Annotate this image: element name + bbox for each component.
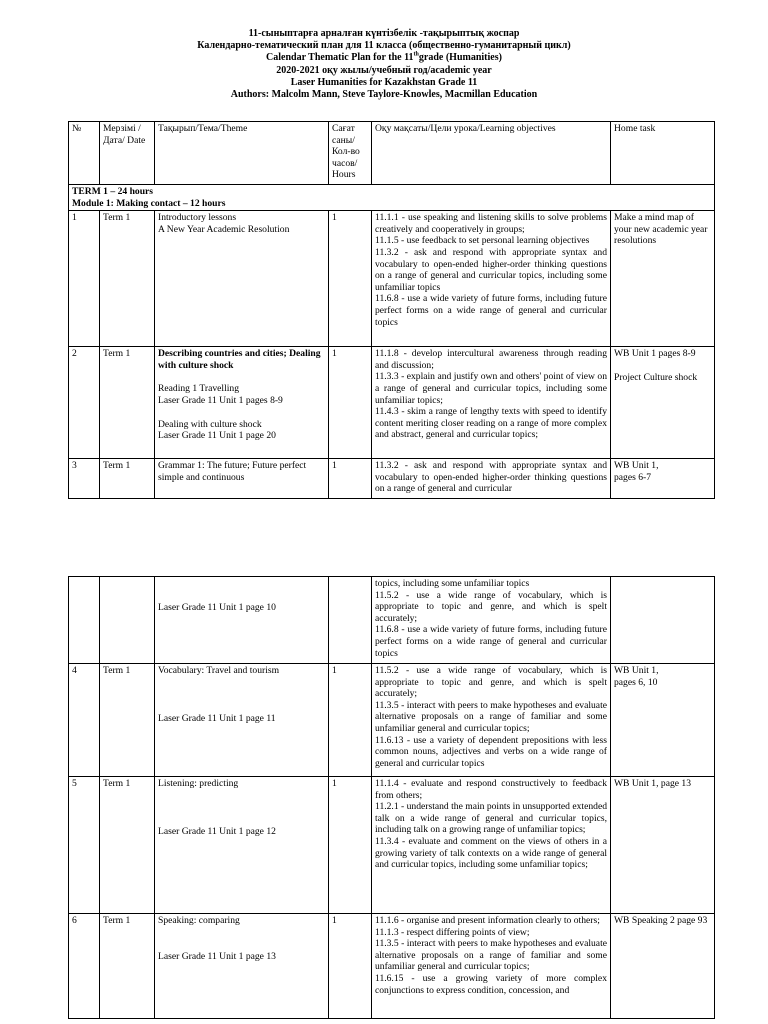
header-line-english: Calendar Thematic Plan for the 11thgrade (Humanities) bbox=[266, 52, 502, 64]
row-home-task: Make a mind map of your new academic year resolutions bbox=[611, 211, 715, 347]
header-theme: Тақырып/Тема/Theme bbox=[155, 122, 329, 185]
row-objectives: 11.1.4 - evaluate and respond constructively to feedback from others; 11.2.1 - understand the main points in unsupported extended talk on a wide range of general and curricular topics, including talk on a growing range of unfamiliar topics; 11.3.4 - evaluate and comment on the views of others in a growing variety of talk contexts on a wide range of general and curricular topics, including some unfamiliar topics; bbox=[372, 777, 611, 914]
header-hours: Сағат саны/ Кол-во часов/ Hours bbox=[329, 122, 372, 185]
header-line-textbook: Laser Humanities for Kazakhstan Grade 11 bbox=[290, 76, 478, 88]
table-row bbox=[69, 664, 715, 777]
plan-table-page-1 bbox=[68, 121, 715, 499]
row-objectives: 11.5.2 - use a wide range of vocabulary, which is appropriate to topic and genre, and which is spelt accurately; 11.3.5 - interact with peers to make hypotheses and evaluate alternative proposals on a range of familiar and some unfamiliar general and curricular topics; 11.6.13 - use a variety of dependent prepositions with less common nouns, adjectives and verbs on a wide range of general and curricular topics bbox=[372, 664, 611, 777]
header-home-task: Home task bbox=[611, 122, 715, 185]
row-hours: 1 bbox=[329, 914, 372, 1019]
row-theme: Introductory lessons A New Year Academic Resolution bbox=[155, 211, 329, 347]
term-title: TERM 1 – 24 hours bbox=[72, 186, 154, 197]
row-objectives: 11.1.8 - develop intercultural awareness through reading and discussion; 11.3.3 - explain and justify own and others' point of view on a range of general and curricular topics, including some unfamiliar topics; 11.4.3 - skim a range of lengthy texts with speed to identify content meriting closer reading on a range of more complex and abstract, general and curricular topics; bbox=[372, 347, 611, 459]
row-number: 6 bbox=[69, 914, 100, 1019]
row-hours: 1 bbox=[329, 347, 372, 459]
row-theme: Grammar 1: The future; Future perfect simple and continuous bbox=[155, 459, 329, 499]
header-line-authors: Authors: Malcolm Mann, Steve Taylore-Knowles, Macmillan Education bbox=[230, 89, 538, 101]
row-number: 5 bbox=[69, 777, 100, 914]
header-line-russian: Календарно-тематический план для 11 класса (общественно-гуманитарный цикл) bbox=[197, 40, 571, 52]
header-objectives: Оқу мақсаты/Цели урока/Learning objectives bbox=[372, 122, 611, 185]
table-header-row bbox=[69, 122, 715, 185]
row-objectives: 11.1.6 - organise and present information clearly to others; 11.1.3 - respect differing points of view; 11.3.5 - interact with peers to make hypotheses and evaluate alternative proposals on a range of familiar and some unfamiliar general and curricular topics; 11.6.15 - use a growing variety of more complex conjunctions to express condition, concession, and bbox=[372, 914, 611, 1019]
row-date: Term 1 bbox=[100, 664, 155, 777]
row-number: 1 bbox=[69, 211, 100, 347]
header-date: Мерзімі / Дата/ Date bbox=[100, 122, 155, 185]
table-row bbox=[69, 577, 715, 664]
row-number: 4 bbox=[69, 664, 100, 777]
row-date: Term 1 bbox=[100, 347, 155, 459]
row-hours: 1 bbox=[329, 459, 372, 499]
term-module-row bbox=[69, 185, 715, 211]
row-theme: Listening: predicting Laser Grade 11 Unit 1 page 12 bbox=[155, 777, 329, 914]
row-number: 3 bbox=[69, 459, 100, 499]
row-objectives: topics, including some unfamiliar topics 11.5.2 - use a wide range of vocabulary, which is appropriate to topic and genre, and which is spelt accurately; 11.6.8 - use a wide variety of future forms, including future perfect forms on a wide range of general and curricular topics bbox=[372, 577, 611, 664]
row-date: Term 1 bbox=[100, 777, 155, 914]
table-row bbox=[69, 211, 715, 347]
row-home-task: WB Unit 1, pages 6-7 bbox=[611, 459, 715, 499]
row-theme: Describing countries and cities; Dealing with culture shock Reading 1 Travelling Laser Grade 11 Unit 1 pages 8-9 Dealing with culture shock Laser Grade 11 Unit 1 page 20 bbox=[155, 347, 329, 459]
row-theme: Vocabulary: Travel and tourism Laser Grade 11 Unit 1 page 11 bbox=[155, 664, 329, 777]
row-objectives: 11.3.2 - ask and respond with appropriate syntax and vocabulary to open-ended higher-order thinking questions on a range of general and curricular bbox=[372, 459, 611, 499]
row-date: Term 1 bbox=[100, 914, 155, 1019]
table-row bbox=[69, 777, 715, 914]
header-line-academic-year: 2020-2021 оқу жылы/учебный год/academic year bbox=[276, 64, 492, 76]
module-title: Module 1: Making contact – 12 hours bbox=[72, 197, 226, 209]
row-home-task: WB Unit 1, page 13 bbox=[611, 777, 715, 914]
header-number: № bbox=[69, 122, 100, 185]
row-home-task: WB Speaking 2 page 93 bbox=[611, 914, 715, 1019]
row-home-task: WB Unit 1 pages 8-9 Project Culture shock bbox=[611, 347, 715, 459]
row-home-task: WB Unit 1, pages 6, 10 bbox=[611, 664, 715, 777]
row-hours: 1 bbox=[329, 777, 372, 914]
row-date: Term 1 bbox=[100, 459, 155, 499]
document-header bbox=[0, 28, 768, 101]
row-objectives: 11.1.1 - use speaking and listening skills to solve problems creatively and cooperatively in groups; 11.1.5 - use feedback to set personal learning objectives 11.3.2 - ask and respond with appropriate syntax and vocabulary to open-ended higher-order thinking questions on a range of general and curricular topics, including some unfamiliar topics 11.6.8 - use a wide variety of future forms, including future perfect forms on a wide range of general and curricular topics bbox=[372, 211, 611, 347]
row-hours: 1 bbox=[329, 664, 372, 777]
row-theme: Speaking: comparing Laser Grade 11 Unit 1 page 13 bbox=[155, 914, 329, 1019]
table-row bbox=[69, 459, 715, 499]
table-row bbox=[69, 347, 715, 459]
row-theme: Laser Grade 11 Unit 1 page 10 bbox=[155, 577, 329, 664]
plan-table-page-2 bbox=[68, 576, 715, 1019]
row-date: Term 1 bbox=[100, 211, 155, 347]
table-row bbox=[69, 914, 715, 1019]
row-number: 2 bbox=[69, 347, 100, 459]
row-hours: 1 bbox=[329, 211, 372, 347]
header-line-kazakh: 11-сыныптарға арналған күнтізбелік -тақырыптық жоспар bbox=[248, 28, 520, 39]
